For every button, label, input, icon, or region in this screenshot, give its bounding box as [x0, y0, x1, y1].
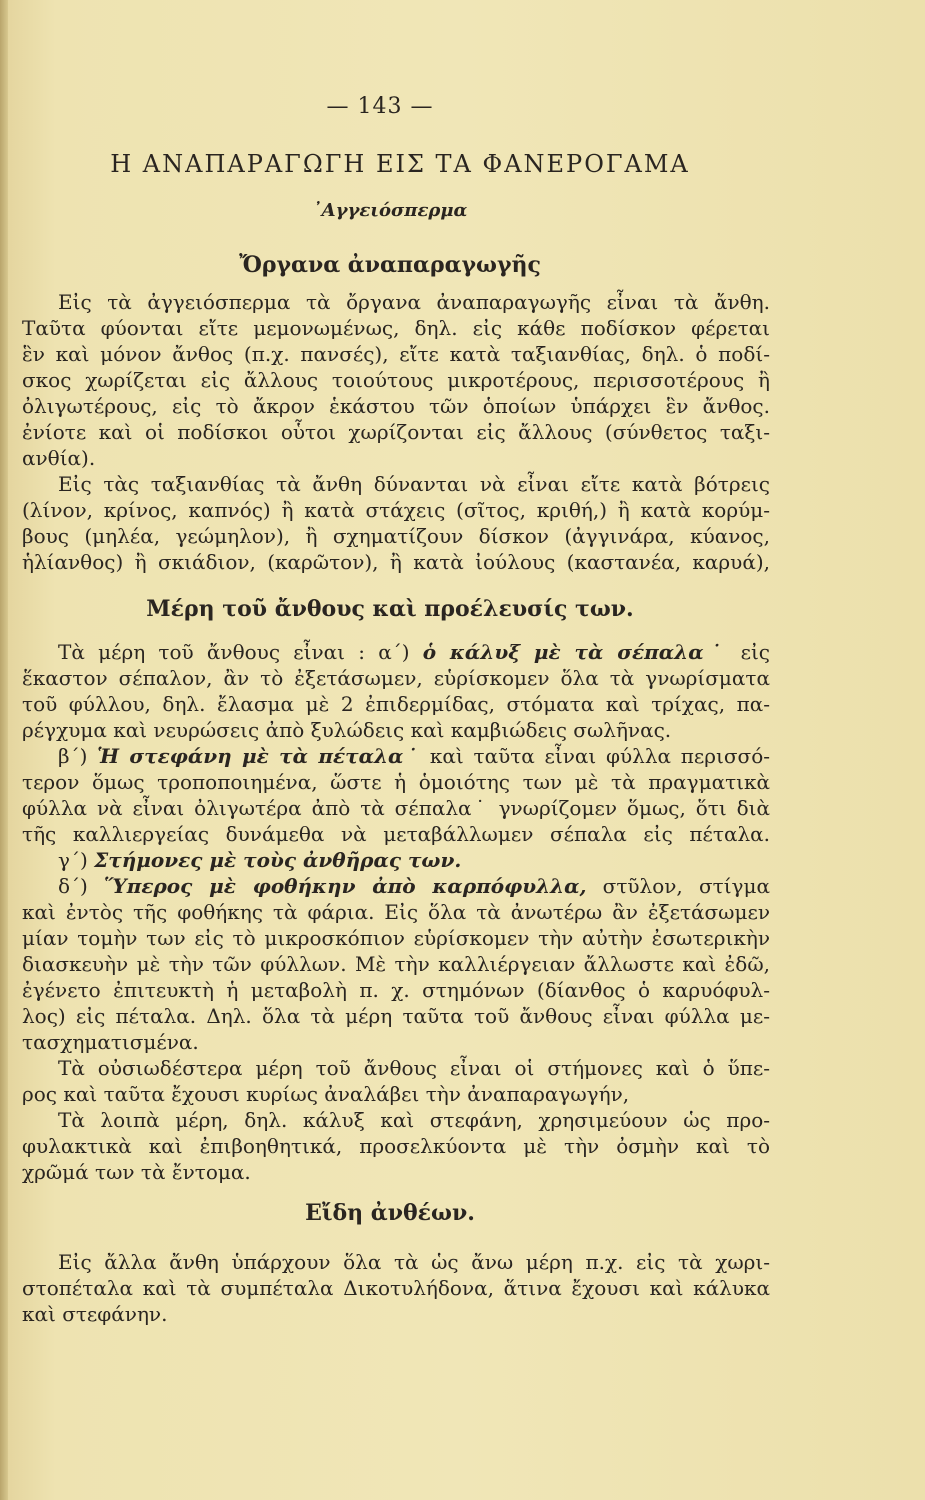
text-run: δ΄) — [58, 874, 105, 898]
text-line: Εἰς τὰς ταξιανθίας τὰ ἄνθη δύνανται νὰ εἶναι εἴτε κατὰ βότρεις — [58, 472, 770, 496]
emphasis-calyx: ὁ κάλυξ μὲ τὰ σέπαλα˙ — [422, 640, 728, 664]
text-line: ρος καὶ ταῦτα ἔχουσι κυρίως ἀναλάβει τὴν ἀναπαραγωγήν, — [22, 1082, 630, 1106]
text-line: ἐγένετο ἐπιτευκτὴ ἡ μεταβολὴ π. χ. στημόνων (δίανθος ὁ καρυόφυλ- — [22, 978, 770, 1002]
text-run: στῦλον, στίγμα — [586, 874, 770, 898]
text-line: χρῶμά των τὰ ἔντομα. — [22, 1160, 251, 1184]
text-line: ὀλιγωτέρους, εἰς τὸ ἄκρον ἑκάστου τῶν ὁποίων ὑπάρχει ἓν ἄνθος. — [22, 394, 770, 418]
text-line: καὶ στεφάνην. — [22, 1302, 168, 1326]
subtitle: ᾿Αγγειόσπερμα — [312, 200, 468, 221]
section-heading-flower-types: Εἴδη ἀνθέων. — [305, 1200, 475, 1226]
text-line: ἐνίοτε καὶ οἱ ποδίσκοι οὗτοι χωρίζονται εἰς ἄλλους (σύνθετος ταξι- — [22, 420, 770, 444]
text-line: τοῦ φύλλου, δηλ. ἔλασμα μὲ 2 ἐπιδερμίδας, στόματα καὶ τρίχας, πα- — [22, 692, 770, 716]
page-number: — 143 — — [326, 94, 434, 119]
text-run: γ΄) — [58, 848, 95, 872]
text-line: ἕκαστον σέπαλον, ἂν τὸ ἐξετάσωμεν, εὑρίσκομεν ὅλα τὰ γνωρίσματα — [22, 666, 770, 690]
section-heading-reproductive-organs: Ὄργανα ἀναπαραγωγῆς — [239, 252, 541, 278]
chapter-title: Η ΑΝΑΠΑΡΑΓΩΓΗ ΕΙΣ ΤΑ ΦΑΝΕΡΟΓΑΜΑ — [110, 150, 690, 178]
emphasis-pistil: Ὕπερος μὲ φοθήκην ἀπὸ καρπόφυλλα, — [104, 874, 587, 898]
text-line: λος) εἰς πέταλα. Δηλ. ὅλα τὰ μέρη ταῦτα τοῦ ἄνθους εἶναι φύλλα με- — [22, 1004, 770, 1028]
text-line: καὶ ἐντὸς τῆς φοθήκης τὰ φάρια. Εἰς ὅλα τὰ ἀνωτέρω ἂν ἐξετάσωμεν — [22, 900, 770, 924]
text-line: βους (μηλέα, γεώμηλον), ἢ σχηματίζουν δίσκον (ἀγγινάρα, κύανος, — [22, 524, 770, 548]
text-line: τῆς καλλιεργείας δυνάμεθα νὰ μεταβάλλωμεν σέπαλα εἰς πέταλα. — [22, 822, 770, 846]
text-line: ἡλίανθος) ἢ σκιάδιον, (καρῶτον), ἢ κατὰ ἰούλους (καστανέα, καρυά), — [22, 550, 770, 574]
text-line: τερον ὅμως τροποποιημένα, ὥστε ἡ ὁμοιότης των μὲ τὰ πραγματικὰ — [22, 770, 770, 794]
text-line: ἓν καὶ μόνον ἄνθος (π.χ. πανσές), εἴτε κατὰ ταξιανθίας, δηλ. ὁ ποδί- — [22, 342, 770, 366]
text-line — [58, 874, 770, 898]
text-line: Εἰς ἄλλα ἄνθη ὑπάρχουν ὅλα τὰ ὡς ἄνω μέρη π.χ. εἰς τὰ χωρι- — [58, 1250, 770, 1274]
text-line — [58, 744, 770, 768]
section-heading-flower-parts: Μέρη τοῦ ἄνθους καὶ προέλευσίς των. — [146, 596, 634, 622]
text-line: σκος χωρίζεται εἰς ἄλλους τοιούτους μικροτέρους, περισσοτέρους ἢ — [22, 368, 770, 392]
text-line: Ταῦτα φύονται εἴτε μεμονωμένως, δηλ. εἰς κάθε ποδίσκον φέρεται — [22, 316, 770, 340]
text-run: εἰς — [727, 640, 771, 664]
text-line: φυλακτικὰ καὶ ἐπιβοηθητικά, προσελκύοντα μὲ τὴν ὀσμὴν καὶ τὸ — [22, 1134, 770, 1158]
text-line: Εἰς τὰ ἀγγειόσπερμα τὰ ὄργανα ἀναπαραγωγῆς εἶναι τὰ ἄνθη. — [58, 290, 770, 314]
text-line: ρέγχυμα καὶ νευρώσεις ἀπὸ ξυλώδεις καὶ καμβιώδεις σωλῆνας. — [22, 718, 672, 742]
text-line: στοπέταλα καὶ τὰ συμπέταλα Δικοτυλήδονα, ἅτινα ἔχουσι καὶ κάλυκα — [22, 1276, 770, 1300]
text-run: β΄) — [58, 744, 98, 768]
text-line: Τὰ οὐσιωδέστερα μέρη τοῦ ἄνθους εἶναι οἱ στήμονες καὶ ὁ ὕπε- — [58, 1056, 770, 1080]
emphasis-stamens: Στήμονες μὲ τοὺς ἀνθῆρας των. — [94, 848, 462, 872]
text-line: ανθία). — [22, 446, 96, 470]
text-line: τασχηματισμένα. — [22, 1030, 199, 1054]
emphasis-corolla: Ἡ στεφάνη μὲ τὰ πέταλα˙ — [97, 744, 421, 768]
text-line — [58, 848, 461, 872]
text-line: μίαν τομὴν των εἰς τὸ μικροσκόπιον εὑρίσκομεν τὴν αὐτὴν ἐσωτερικὴν — [22, 926, 770, 950]
text-line: φύλλα νὰ εἶναι ὀλιγωτέρα ἀπὸ τὰ σέπαλα˙ γνωρίζομεν ὅμως, ὅτι διὰ — [22, 796, 770, 820]
text-line: (λίνον, κρίνος, καπνός) ἢ κατὰ στάχεις (σῖτος, κριθή,) ἢ κατὰ κορύμ- — [22, 498, 770, 522]
text-line: διασκευὴν μὲ τὴν τῶν φύλλων. Μὲ τὴν καλλιέργειαν ἄλλωστε καὶ ἐδῶ, — [22, 952, 770, 976]
text-run: καὶ ταῦτα εἶναι φύλλα περισσό- — [420, 744, 770, 768]
text-line: Τὰ λοιπὰ μέρη, δηλ. κάλυξ καὶ στεφάνη, χρησιμεύουν ὡς προ- — [58, 1108, 770, 1132]
text-line — [58, 640, 770, 664]
page-edge — [0, 0, 8, 1500]
text-run: Τὰ μέρη τοῦ ἄνθους εἶναι : α΄) — [58, 640, 423, 664]
